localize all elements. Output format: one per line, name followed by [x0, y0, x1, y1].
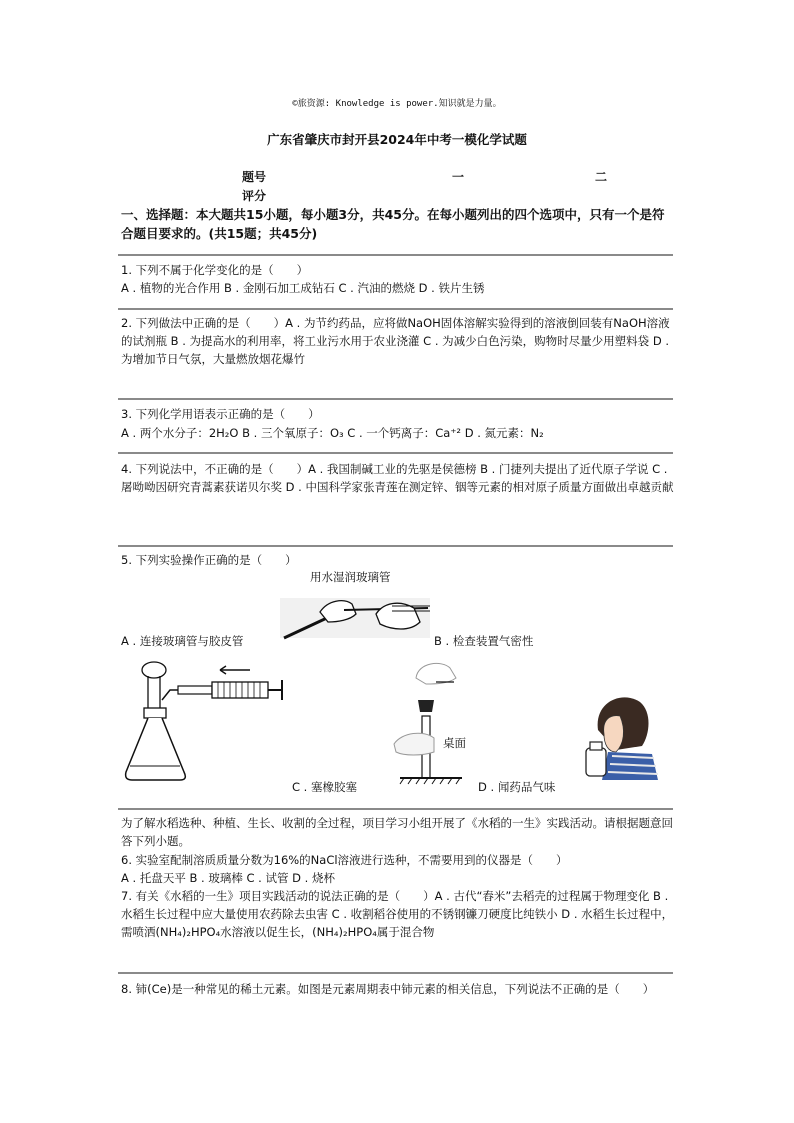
divider: [118, 308, 673, 310]
question-4: 4. 下列说法中，不正确的是（ ）A . 我国制碱工业的先驱是侯德榜 B . 门捷列夫提出了近代原子学说 C . 屠呦呦因研究青蒿素获诺贝尔奖 D . 中国科学家张青莲在测定锌、铟等元素的相对原子质量方面做出卓越贡献: [121, 462, 674, 494]
divider: [118, 254, 673, 256]
divider: [118, 972, 673, 974]
score-row-label: 评分: [242, 189, 267, 203]
figure-b-flask-syringe: [122, 660, 294, 784]
score-col-2: 二: [595, 170, 608, 184]
intro-q6-q7: 为了解水稻选种、种植、生长、收割的全过程，项目学习小组开展了《水稻的一生》实践活动。请根据题意回答下列小题。: [121, 816, 673, 848]
option-b-label: B . 检查装置气密性: [434, 634, 534, 648]
option-a-label: A . 连接玻璃管与胶皮管: [121, 634, 244, 648]
divider: [118, 545, 673, 547]
page-motto: ©旅资源: Knowledge is power.知识就是力量。: [292, 99, 502, 109]
question-5-stem: 5. 下列实验操作正确的是（ ）: [121, 553, 297, 567]
exam-title: 广东省肇庆市封开县2024年中考一模化学试题: [267, 132, 527, 147]
option-d-label: D . 闻药品气味: [478, 780, 556, 794]
question-1-stem: 1. 下列不属于化学变化的是（ ）: [121, 263, 309, 277]
option-c-label: C . 塞橡胶塞: [292, 780, 357, 794]
figure-a-hands-tube: [280, 592, 440, 644]
question-1-options: A . 植物的光合作用 B . 金刚石加工成钻石 C . 汽油的燃烧 D . 铁片生锈: [121, 281, 485, 295]
figure-a-caption: 用水湿润玻璃管: [310, 570, 391, 584]
divider: [118, 808, 673, 810]
divider: [118, 452, 673, 454]
figure-c-stopper-desk: [390, 660, 470, 786]
question-3-stem: 3. 下列化学用语表示正确的是（ ）: [121, 407, 320, 421]
question-3-options: A . 两个水分子：2H₂O B . 三个氧原子：O₃ C . 一个钙离子：Ca⁺² D . 氮元素：N₂: [121, 426, 544, 440]
question-6-stem: 6. 实验室配制溶质质量分数为16%的NaCl溶液进行选种，不需要用到的仪器是（ ）: [121, 853, 568, 867]
score-col-1: 一: [452, 170, 465, 184]
question-8: 8. 铈(Ce)是一种常见的稀土元素。如图是元素周期表中铈元素的相关信息，下列说法不正确的是（ ）: [121, 982, 655, 996]
section-heading: 一、选择题：本大题共15小题，每小题3分，共45分。在每小题列出的四个选项中，只有一个是符合题目要求的。(共15题；共45分): [121, 207, 665, 241]
figure-d-smelling: [582, 690, 662, 780]
question-2: 2. 下列做法中正确的是（ ）A . 为节约药品，应将做NaOH固体溶解实验得到的溶液倒回装有NaOH溶液的试剂瓶 B . 为提高水的利用率，将工业污水用于农业浇灌 C . 为减少白色污染，购物时尽量少用塑料袋 D . 为增加节日气氛，大量燃放烟花爆竹: [121, 316, 670, 366]
score-col-label: 题号: [242, 170, 267, 184]
question-7: 7. 有关《水稻的一生》项目实践活动的说法正确的是（ ）A . 古代“舂米”去稻壳的过程属于物理变化 B . 水稻生长过程中应大量使用农药除去虫害 C . 收割稻谷使用的不锈钢镰刀硬度比纯铁小 D . 水稻生长过程中，需喷洒(NH₄)₂HPO₄水溶液以促生长，(NH₄)₂HPO₄属于混合物: [121, 889, 674, 939]
divider: [118, 398, 673, 400]
question-6-options: A . 托盘天平 B . 玻璃棒 C . 试管 D . 烧杯: [121, 871, 335, 885]
desk-label: 桌面: [443, 736, 466, 750]
